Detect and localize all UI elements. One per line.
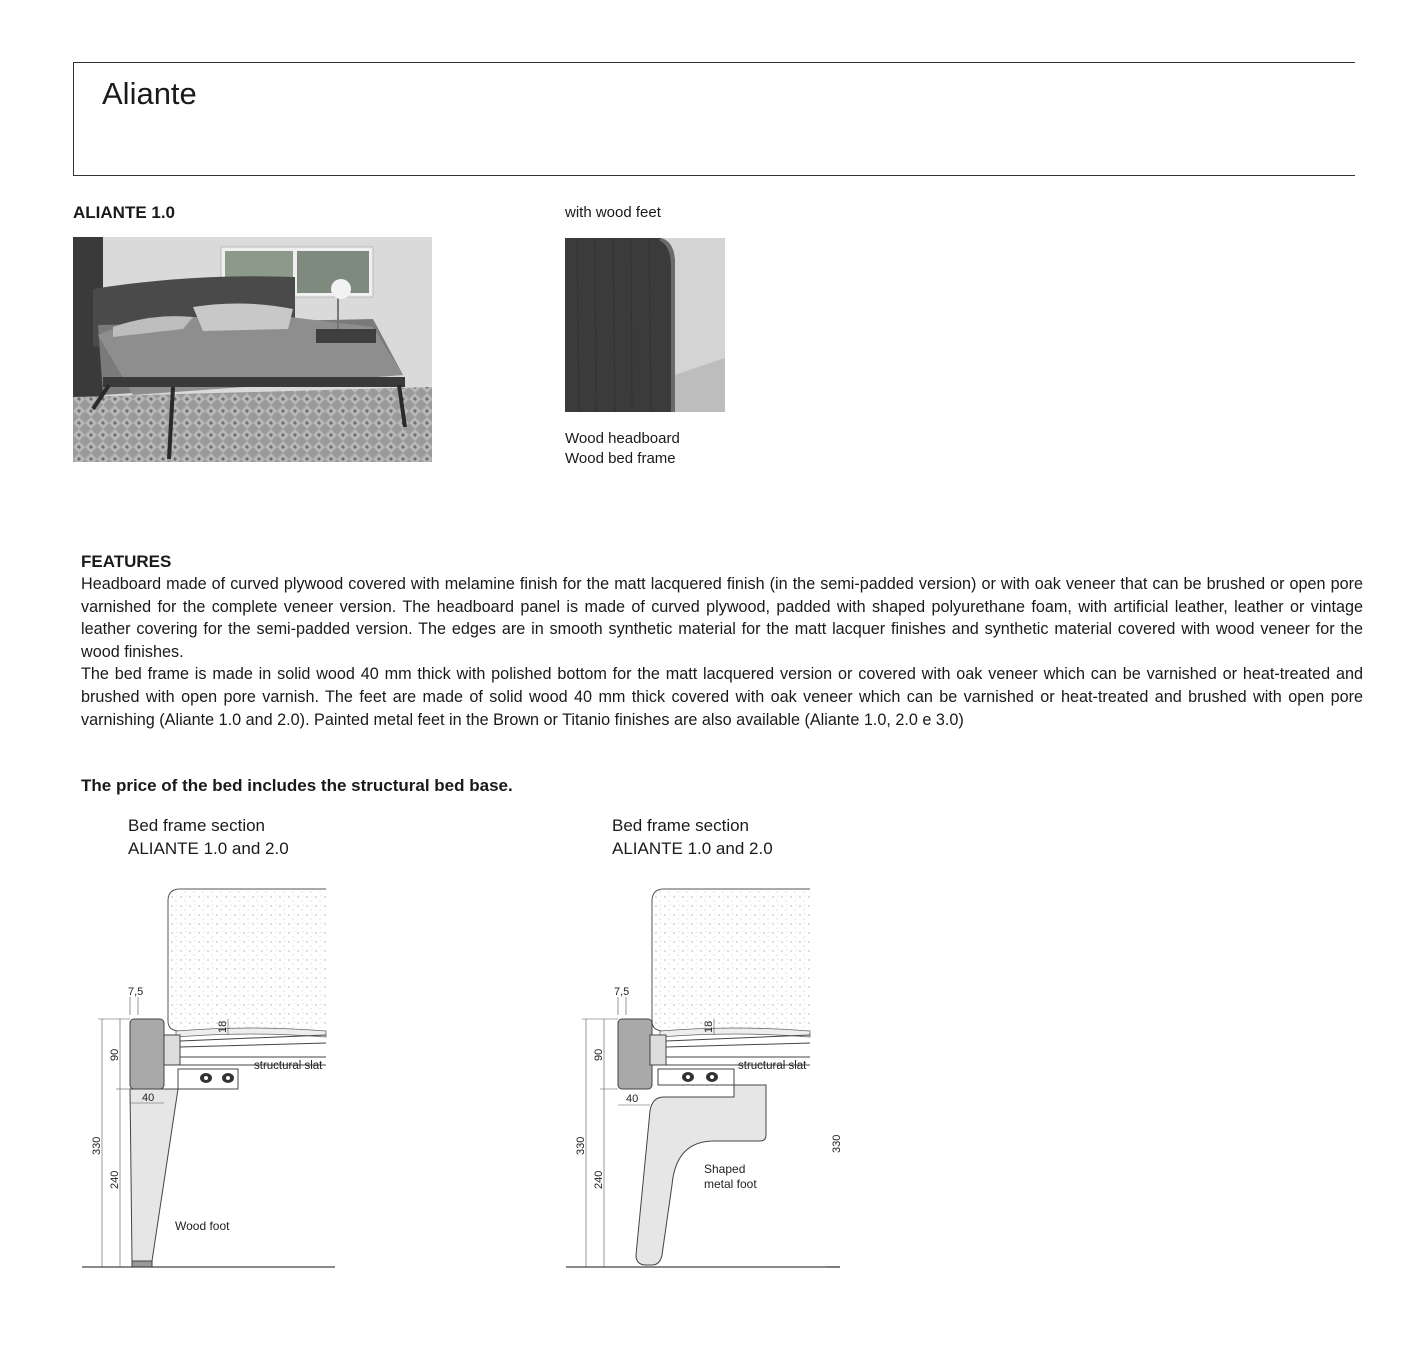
dim-top: 7,5 [128,986,144,998]
variant-caption: with wood feet [565,204,661,221]
features-text [81,573,1363,731]
dim-right-h: 330 [831,1134,843,1153]
foot-label: Wood foot [175,1219,230,1233]
dim-foot-h: 240 [109,1170,121,1189]
dim-total-h: 330 [575,1136,587,1155]
dim-rail-w: 40 [626,1093,639,1105]
header-frame [73,62,1355,176]
bed-photo [73,237,432,462]
section-caption-line1: Bed frame section [128,816,266,835]
detail-caption-2: Wood bed frame [565,450,676,467]
dim-slat: 18 [703,1020,715,1033]
dim-slat: 18 [217,1020,229,1033]
detail-caption-1: Wood headboard [565,430,680,447]
dim-total-h: 330 [91,1136,103,1155]
price-note: The price of the bed includes the structural bed base. [81,776,513,795]
model-title: ALIANTE 1.0 [73,203,176,222]
section-caption-line2: ALIANTE 1.0 and 2.0 [128,839,289,858]
foot-label-line1: Shaped [704,1162,746,1176]
page-title: Aliante [102,76,197,111]
dim-rail-h: 90 [109,1048,121,1061]
section-caption [128,814,289,860]
section-caption-line2: ALIANTE 1.0 and 2.0 [612,839,773,858]
section-drawing-wood-foot [80,885,340,1275]
slat-label: structural slat [738,1060,807,1072]
features-paragraph: The bed frame is made in solid wood 40 mm thick with polished bottom for the matt lacquered version or covered with oak veneer which can be varnished or heat-treated and brushed with open pore varnish. The feet are made of solid wood 40 mm thick covered with oak veneer which can be varnished or heat-treated and brushed with open pore varnishing (Aliante 1.0 and 2.0). Painted metal feet in the Brown or Titanio finishes are also available (Aliante 1.0, 2.0 e 3.0) [81,665,1363,729]
features-paragraph: Headboard made of curved plywood covered with melamine finish for the matt lacquered finish (in the semi-padded version) or with oak veneer that can be brushed or open pore varnished for the complete veneer version. The headboard panel is made of curved plywood, padded with shaped polyurethane foam, with artificial leather, leather or vintage leather covering for the semi-padded version. The edges are in smooth synthetic material for the matt lacquer finishes and synthetic material covered with wood veneer for the wood finishes. [81,575,1363,661]
section-drawing-metal-foot [564,885,854,1275]
section-caption [612,814,773,860]
features-heading: FEATURES [81,552,172,571]
dim-top: 7,5 [614,986,630,998]
slat-label: structural slat [254,1060,323,1072]
dim-rail-w: 40 [142,1092,155,1104]
dim-foot-h: 240 [593,1170,605,1189]
dim-rail-h: 90 [593,1048,605,1061]
headboard-detail-photo [565,238,725,412]
section-caption-line1: Bed frame section [612,816,750,835]
foot-label-line2: metal foot [704,1177,757,1191]
